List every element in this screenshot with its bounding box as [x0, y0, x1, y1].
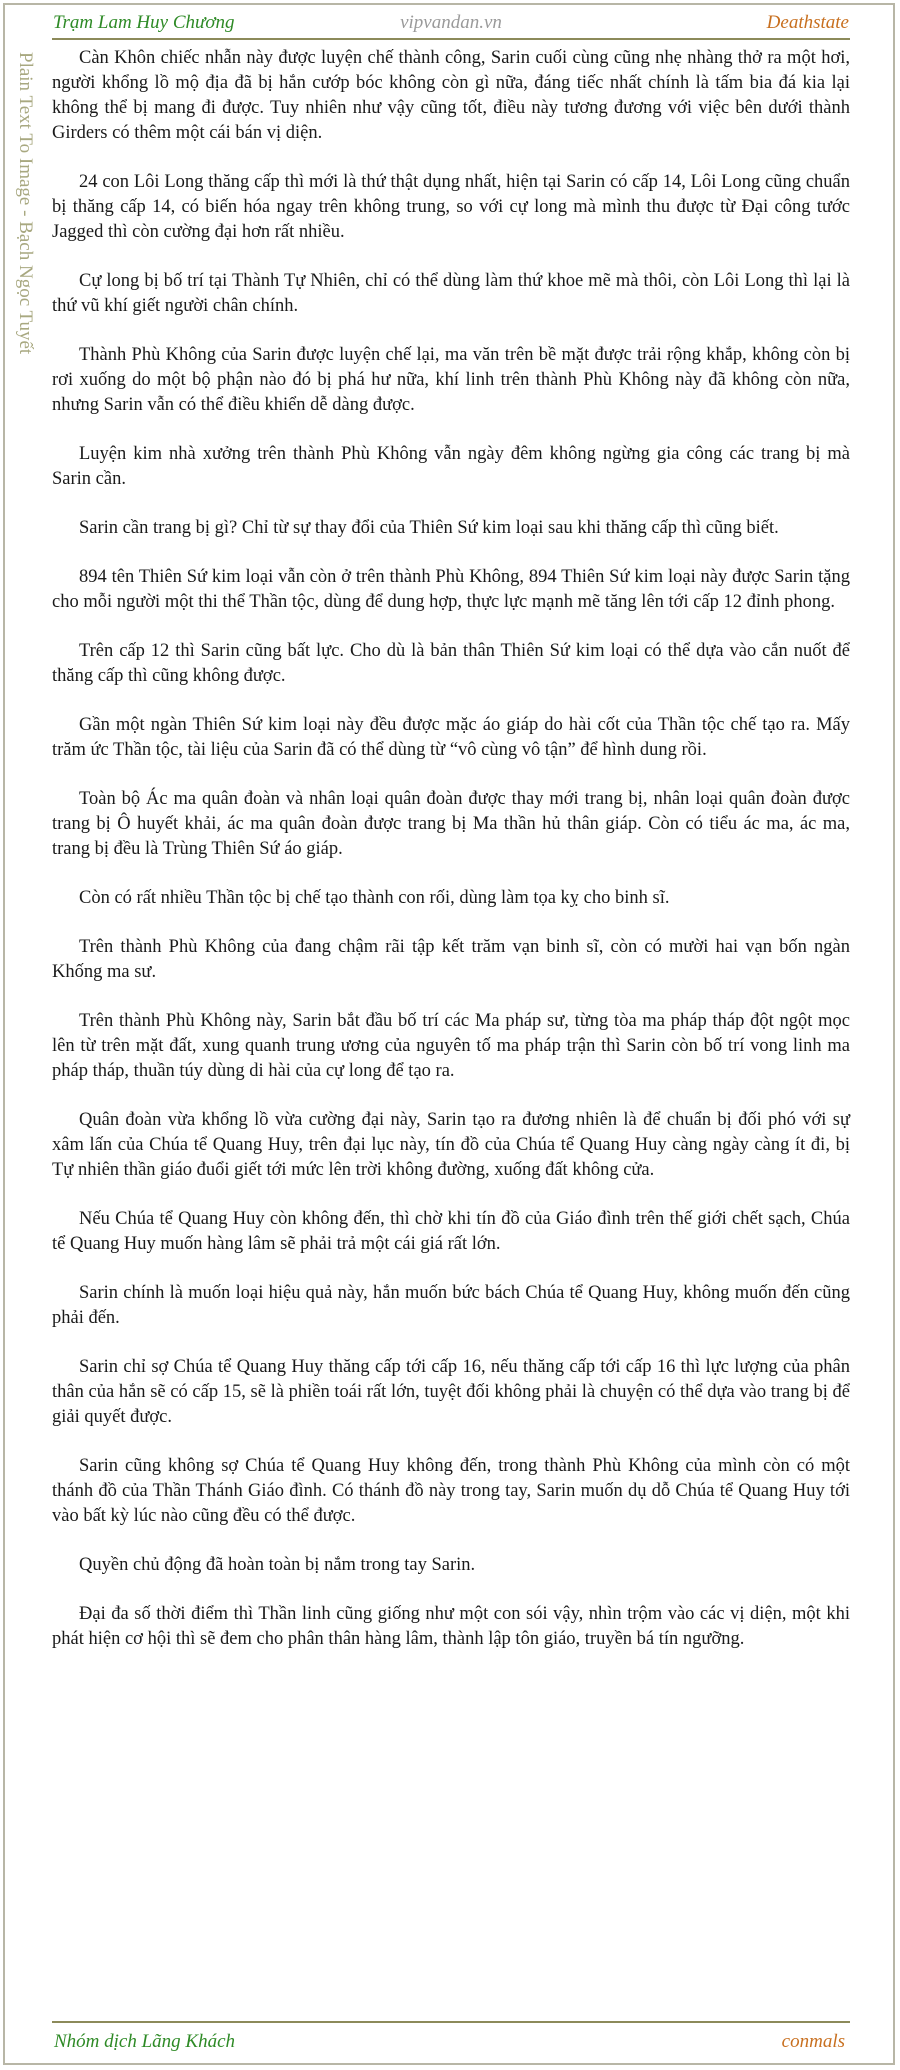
paragraph: Sarin chính là muốn loại hiệu quả này, hắn muốn bức bách Chúa tể Quang Huy, không muốn đến cũng phải đến. — [52, 1283, 850, 1328]
header-divider — [52, 38, 850, 40]
paragraph: Sarin chỉ sợ Chúa tể Quang Huy thăng cấp tới cấp 16, nếu thăng cấp tới cấp 16 thì lực lượng của phân thân của hắn sẽ có cấp 15, sẽ là phiền toái rất lớn, tuyệt đối không phải là chuyện có thể dựa vào trang bị để giải quyết được. — [52, 1357, 850, 1427]
paragraph: Nếu Chúa tể Quang Huy còn không đến, thì chờ khi tín đồ của Giáo đình trên thế giới chết sạch, Chúa tể Quang Huy muốn hàng lâm sẽ phải trả một cái giá rất lớn. — [52, 1209, 850, 1254]
paragraph: 24 con Lôi Long thăng cấp thì mới là thứ thật dụng nhất, hiện tại Sarin có cấp 14, Lôi Long cũng chuẩn bị thăng cấp 14, có biến hóa ngay trên không trung, so với cự long mà mình thu được từ Đại công tước Jagged thì còn cường đại hơn rất nhiều. — [52, 172, 850, 242]
header-left-text: Trạm Lam Huy Chương — [53, 12, 235, 33]
paragraph: Thành Phù Không của Sarin được luyện chế lại, ma văn trên bề mặt được trải rộng khắp, không còn bị rơi xuống do một bộ phận nào đó bị phá hư nữa, khí linh trên thành Phù Không này đã không còn nữa, nhưng Sarin vẫn có thể điều khiển dễ dàng được. — [52, 345, 850, 415]
footer-right-text: conmals — [781, 2031, 845, 2052]
paragraph: Trên thành Phù Không này, Sarin bắt đầu bố trí các Ma pháp sư, từng tòa ma pháp tháp đột ngột mọc lên từ trên mặt đất, xung quanh trung ương của nguyên tố ma pháp trận thì Sarin còn bố trí vong linh ma pháp tháp, thuần túy dùng di hài của cự long để tạo ra. — [52, 1011, 850, 1081]
paragraph: Toàn bộ Ác ma quân đoàn và nhân loại quân đoàn được thay mới trang bị, nhân loại quân đoàn được trang bị Ô huyết khải, ác ma quân đoàn được trang bị Ma thần hủ thân giáp. Còn có tiểu ác ma, ác ma, trang bị đều là Trùng Thiên Sứ áo giáp. — [52, 789, 850, 859]
header-site-name: vipvandan.vn — [400, 12, 502, 33]
paragraph: Luyện kim nhà xưởng trên thành Phù Không vẫn ngày đêm không ngừng gia công các trang bị mà Sarin cần. — [52, 444, 850, 489]
page-header — [52, 9, 850, 39]
header-right-text: Deathstate — [766, 12, 849, 33]
footer-left-text: Nhóm dịch Lãng Khách — [54, 2031, 236, 2052]
page-footer — [52, 2029, 850, 2059]
paragraph: Sarin cũng không sợ Chúa tể Quang Huy không đến, trong thành Phù Không của mình còn có một thánh đồ của Thần Thánh Giáo đình. Có thánh đồ này trong tay, Sarin muốn dụ dỗ Chúa tể Quang Huy tới vào bất kỳ lúc nào cũng đều có thể được. — [52, 1456, 850, 1526]
footer-divider — [52, 2021, 850, 2023]
paragraph: Gần một ngàn Thiên Sứ kim loại này đều được mặc áo giáp do hài cốt của Thần tộc chế tạo ra. Mấy trăm ức Thần tộc, tài liệu của Sarin đã có thể dùng từ “vô cùng vô tận” để hình dung rồi. — [52, 715, 850, 760]
paragraph: Quyền chủ động đã hoàn toàn bị nắm trong tay Sarin. — [79, 1555, 476, 1575]
sidebar-text: Plain Text To Image - Bạch Ngọc Tuyết — [15, 52, 36, 355]
paragraph: Còn có rất nhiều Thần tộc bị chế tạo thành con rối, dùng làm tọa kỵ cho binh sĩ. — [79, 888, 670, 908]
paragraph: Sarin cần trang bị gì? Chỉ từ sự thay đổi của Thiên Sứ kim loại sau khi thăng cấp thì cũng biết. — [79, 518, 779, 538]
paragraph: Càn Khôn chiếc nhẫn này được luyện chế thành công, Sarin cuối cùng cũng nhẹ nhàng thở ra một hơi, người khổng lồ mộ địa đã bị hắn cướp bóc không còn gì nữa, đáng tiếc nhất chính là tấm bia đá kia lại không thể bị mang đi được. Tuy nhiên như vậy cũng tốt, điều này tương đương với việc bên dưới thành Girders có thêm một cái bán vị diện. — [52, 48, 850, 143]
paragraph: Đại đa số thời điểm thì Thần linh cũng giống như một con sói vậy, nhìn trộm vào các vị diện, một khi phát hiện cơ hội thì sẽ đem cho phân thân hàng lâm, thành lập tôn giáo, truyền bá tín ngưỡng. — [52, 1604, 850, 1649]
paragraph: 894 tên Thiên Sứ kim loại vẫn còn ở trên thành Phù Không, 894 Thiên Sứ kim loại này được Sarin tặng cho mỗi người một thi thể Thần tộc, dùng để dung hợp, thực lực mạnh mẽ tăng lên tới cấp 12 đỉnh phong. — [52, 567, 850, 612]
paragraph: Trên cấp 12 thì Sarin cũng bất lực. Cho dù là bản thân Thiên Sứ kim loại có thể dựa vào cắn nuốt để thăng cấp thì cũng không được. — [52, 641, 850, 686]
paragraph: Cự long bị bố trí tại Thành Tự Nhiên, chỉ có thể dùng làm thứ khoe mẽ mà thôi, còn Lôi Long thì lại là thứ vũ khí giết người chân chính. — [52, 271, 850, 316]
chapter-body — [52, 46, 850, 1676]
paragraph: Trên thành Phù Không của đang chậm rãi tập kết trăm vạn binh sĩ, còn có mười hai vạn bốn ngàn Khống ma sư. — [52, 937, 850, 982]
sidebar-watermark — [8, 52, 42, 412]
paragraph: Quân đoàn vừa khổng lồ vừa cường đại này, Sarin tạo ra đương nhiên là để chuẩn bị đối phó với sự xâm lấn của Chúa tể Quang Huy, trên đại lục này, tín đồ của Chúa tể Quang Huy càng ngày càng ít đi, bị Tự nhiên thần giáo đuổi giết tới mức lên trời không đường, xuống đất không cửa. — [52, 1110, 850, 1180]
